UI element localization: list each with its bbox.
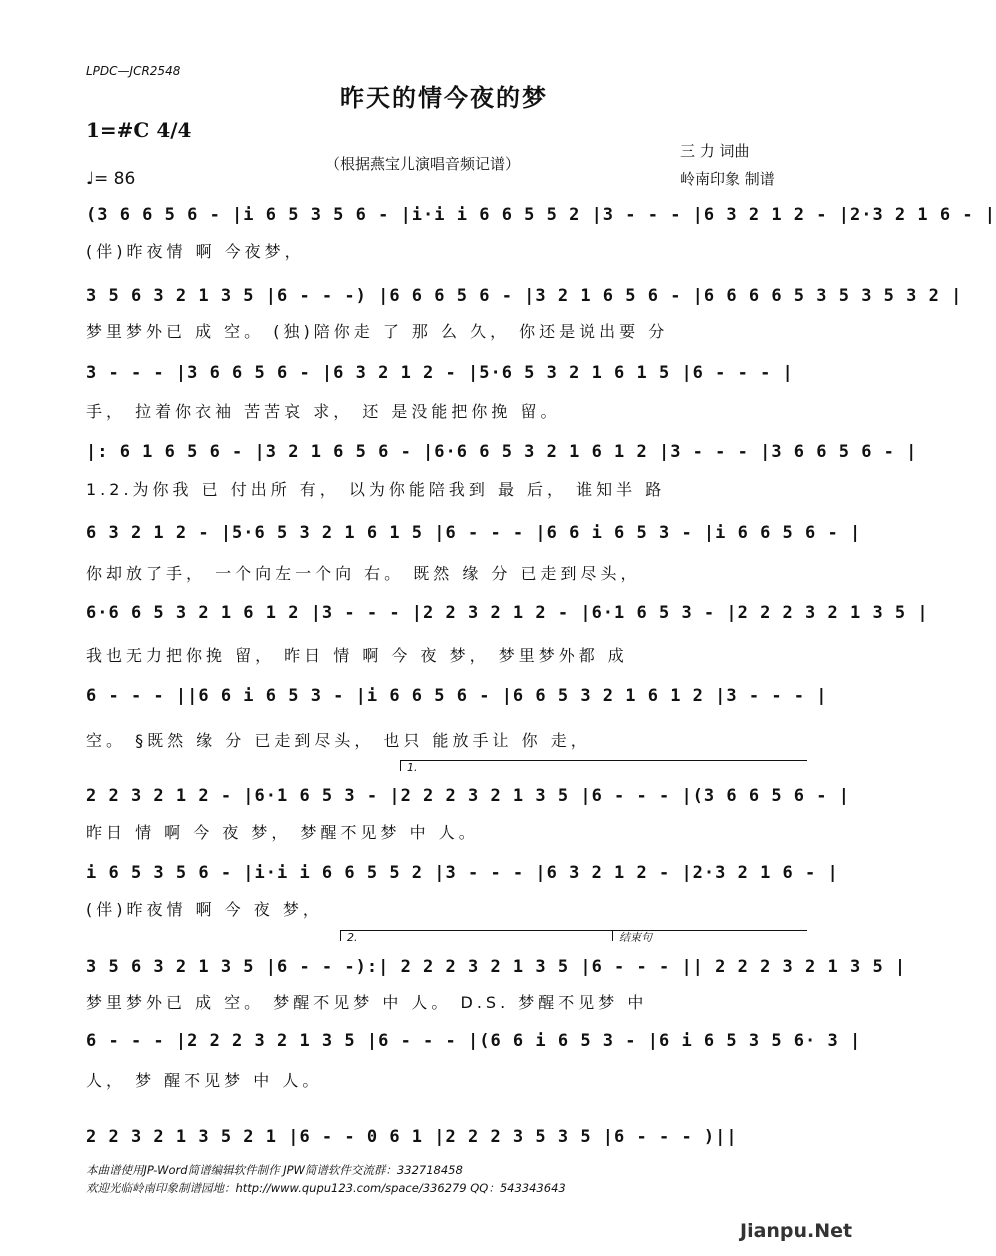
notes-line: 6·6 6 5 3 2 1 6 1 2 |3 - - - |2 2 3 2 1 2 - |6·1 6 5 3 - |2 2 2 3 2 1 3 5 | bbox=[86, 603, 929, 623]
site-watermark: Jianpu.Net bbox=[740, 1220, 853, 1242]
notes-line: 2 2 3 2 1 2 - |6·1 6 5 3 - |2 2 2 3 2 1 3 5 |6 - - - |(3 6 6 5 6 - | bbox=[86, 786, 850, 806]
lyrics-line: 空。 §既然 缘 分 已走到尽头， 也只 能放手让 你 走， bbox=[86, 731, 591, 750]
notes-line: 3 5 6 3 2 1 3 5 |6 - - -) |6 6 6 5 6 - |3 2 1 6 5 6 - |6 6 6 6 5 3 5 3 5 3 2 | bbox=[86, 286, 963, 306]
notes-line: 3 5 6 3 2 1 3 5 |6 - - -):| 2 2 2 3 2 1 3 5 |6 - - - || 2 2 2 3 2 1 3 5 | bbox=[86, 957, 907, 977]
key-signature: 1=#C 4/4 bbox=[86, 118, 192, 142]
notes-line: 6 - - - |2 2 2 3 2 1 3 5 |6 - - - |(6 6 i 6 5 3 - |6 i 6 5 3 5 6· 3 | bbox=[86, 1031, 862, 1051]
lyrics-line: (伴)昨夜情 啊 今 夜 梦， bbox=[86, 900, 323, 919]
credit-arranger: 岭南印象 制谱 bbox=[680, 170, 775, 188]
first-ending-bracket: 1. bbox=[400, 760, 807, 771]
notes-line: 6 - - - ||6 6 i 6 5 3 - |i 6 6 5 6 - |6 6 5 3 2 1 6 1 2 |3 - - - | bbox=[86, 686, 828, 706]
footer-website-note: 欢迎光临岭南印象制谱园地：http://www.qupu123.com/space/336279 QQ：543343643 bbox=[86, 1181, 566, 1195]
lyrics-line: 1.2.为你我 已 付出所 有， 以为你能陪我到 最 后， 谁知半 路 bbox=[86, 480, 666, 499]
notes-line: (3 6 6 5 6 - |i 6 5 3 5 6 - |i·i i 6 6 5 5 2 |3 - - - |6 3 2 1 2 - |2·3 2 1 6 - | bbox=[86, 205, 996, 225]
notes-line: 6 3 2 1 2 - |5·6 5 3 2 1 6 1 5 |6 - - - |6 6 i 6 5 3 - |i 6 6 5 6 - | bbox=[86, 523, 862, 543]
lyrics-line: 你却放了手， 一个向左一个向 右。 既然 缘 分 已走到尽头， bbox=[86, 564, 641, 583]
notes-line: |: 6 1 6 5 6 - |3 2 1 6 5 6 - |6·6 6 5 3 2 1 6 1 2 |3 - - - |3 6 6 5 6 - | bbox=[86, 442, 918, 462]
notes-line: 2 2 3 2 1 3 5 2 1 |6 - - 0 6 1 |2 2 2 3 5 3 5 |6 - - - )|| bbox=[86, 1127, 738, 1147]
notes-line: 3 - - - |3 6 6 5 6 - |6 3 2 1 2 - |5·6 5 3 2 1 6 1 5 |6 - - - | bbox=[86, 363, 794, 383]
credit-words-music: 三 力 词曲 bbox=[680, 142, 750, 160]
score-code: LPDC—JCR2548 bbox=[86, 64, 181, 78]
lyrics-line: 人， 梦 醒不见梦 中 人。 bbox=[86, 1071, 323, 1090]
coda-bracket: 结束句 bbox=[612, 930, 807, 941]
lyrics-line: 梦里梦外已 成 空。 梦醒不见梦 中 人。 D.S. 梦醒不见梦 中 bbox=[86, 993, 648, 1012]
second-ending-bracket: 2. bbox=[340, 930, 612, 941]
tempo-marking: ♩= 86 bbox=[86, 169, 136, 189]
lyrics-line: (伴)昨夜情 啊 今夜梦， bbox=[86, 242, 305, 261]
lyrics-line: 我也无力把你挽 留， 昨日 情 啊 今 夜 梦， 梦里梦外都 成 bbox=[86, 646, 628, 665]
song-title: 昨天的情今夜的梦 bbox=[340, 84, 548, 112]
lyrics-line: 昨日 情 啊 今 夜 梦， 梦醒不见梦 中 人。 bbox=[86, 823, 479, 842]
lyrics-line: 梦里梦外已 成 空。 (独)陪你走 了 那 么 久， 你还是说出要 分 bbox=[86, 322, 669, 341]
footer-software-note: 本曲谱使用JP-Word简谱编辑软件制作 JPW简谱软件交流群：332718458 bbox=[86, 1163, 463, 1177]
lyrics-line: 手， 拉着你衣袖 苦苦哀 求， 还 是没能把你挽 留。 bbox=[86, 402, 561, 421]
notes-line: i 6 5 3 5 6 - |i·i i 6 6 5 5 2 |3 - - - |6 3 2 1 2 - |2·3 2 1 6 - | bbox=[86, 863, 839, 883]
subtitle: （根据燕宝儿演唱音频记谱） bbox=[325, 155, 521, 173]
